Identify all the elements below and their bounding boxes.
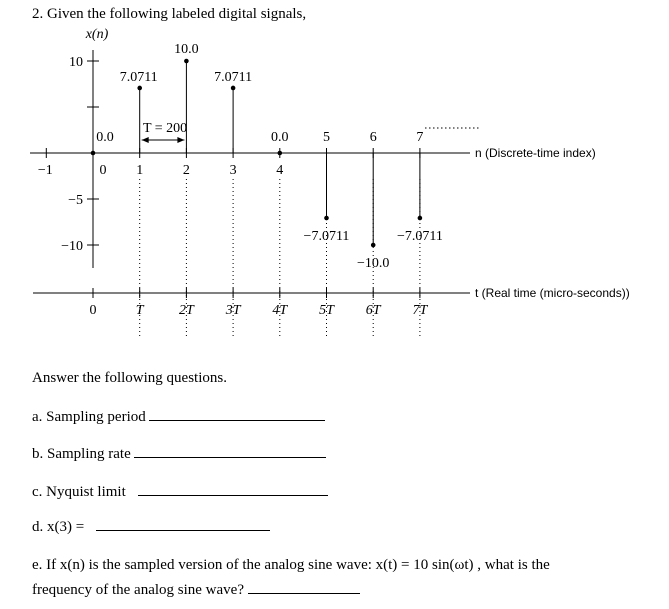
problem-number: 2. xyxy=(32,6,44,22)
answer-e-blank[interactable] xyxy=(248,579,360,594)
value-label: −10.0 xyxy=(356,256,390,271)
question-e-line1: e. If x(n) is the sampled version of the analog sine wave: x(t) = 10 sin(ωt) , what is the xyxy=(32,557,550,573)
stem-marker xyxy=(231,86,236,91)
questions-intro: Answer the following questions. xyxy=(32,370,227,386)
n-tick-label: 6 xyxy=(369,130,377,145)
question-c-text: c. Nyquist limit xyxy=(32,484,126,500)
value-label: 0.0 xyxy=(96,130,114,145)
n-tick-label: 3 xyxy=(229,163,237,178)
y-tick-label: 10 xyxy=(69,55,83,70)
t-axis-title: t (Real time (micro-seconds)) xyxy=(475,286,630,300)
answer-c-blank[interactable] xyxy=(138,481,328,496)
n-tick-label-neg: −1 xyxy=(37,163,53,178)
n-axis-title: n (Discrete-time index) xyxy=(475,146,596,160)
t-tick-label: 5T xyxy=(319,303,334,318)
n-tick-label: 7 xyxy=(416,130,424,145)
n-tick-label: 5 xyxy=(323,130,330,145)
period-arrowhead-right xyxy=(177,137,184,143)
answer-a-blank[interactable] xyxy=(149,406,325,421)
value-label: 10.0 xyxy=(174,42,199,57)
period-annotation: T = 200 xyxy=(142,121,188,136)
question-c xyxy=(32,481,328,501)
question-e-text: frequency of the analog sine wave? xyxy=(32,582,244,598)
answer-b-blank[interactable] xyxy=(134,443,326,458)
answer-d-blank[interactable] xyxy=(96,516,270,531)
t-tick-label: 2T xyxy=(179,303,194,318)
question-a xyxy=(32,406,325,426)
t-tick-label: 3T xyxy=(225,303,241,318)
question-a-text: a. Sampling period xyxy=(32,409,146,425)
t-tick-label: 0 xyxy=(89,303,97,318)
value-label: 7.0711 xyxy=(119,69,158,85)
t-tick-label: 4T xyxy=(272,303,288,318)
stem-marker xyxy=(91,151,96,156)
t-tick-label: 6T xyxy=(365,303,381,318)
value-label: −7.0711 xyxy=(396,229,443,245)
t-tick-label: 7T xyxy=(412,303,428,318)
stem-marker xyxy=(278,151,283,156)
question-b xyxy=(32,443,326,463)
problem-statement: Given the following labeled digital signals, xyxy=(47,6,307,22)
n-tick-label: 4 xyxy=(276,163,284,178)
n-tick-label: 1 xyxy=(136,163,144,178)
t-tick-label: T xyxy=(135,303,144,318)
y-tick-label: −5 xyxy=(68,193,83,208)
period-arrowhead-left xyxy=(142,137,149,143)
y-tick-label: −10 xyxy=(61,239,83,254)
question-b-text: b. Sampling rate xyxy=(32,446,131,462)
value-label: −7.0711 xyxy=(303,229,350,245)
stem-marker xyxy=(137,86,142,91)
n-tick-label: 2 xyxy=(182,163,190,178)
n-tick-label: 0 xyxy=(99,163,107,178)
question-d-text: d. x(3) = xyxy=(32,519,85,535)
question-d xyxy=(32,516,270,536)
value-label: 7.0711 xyxy=(214,69,253,85)
y-axis-label: x(n) xyxy=(85,27,109,42)
value-label: 0.0 xyxy=(271,130,289,145)
stem-marker xyxy=(184,59,189,64)
question-e-line2 xyxy=(32,579,360,599)
